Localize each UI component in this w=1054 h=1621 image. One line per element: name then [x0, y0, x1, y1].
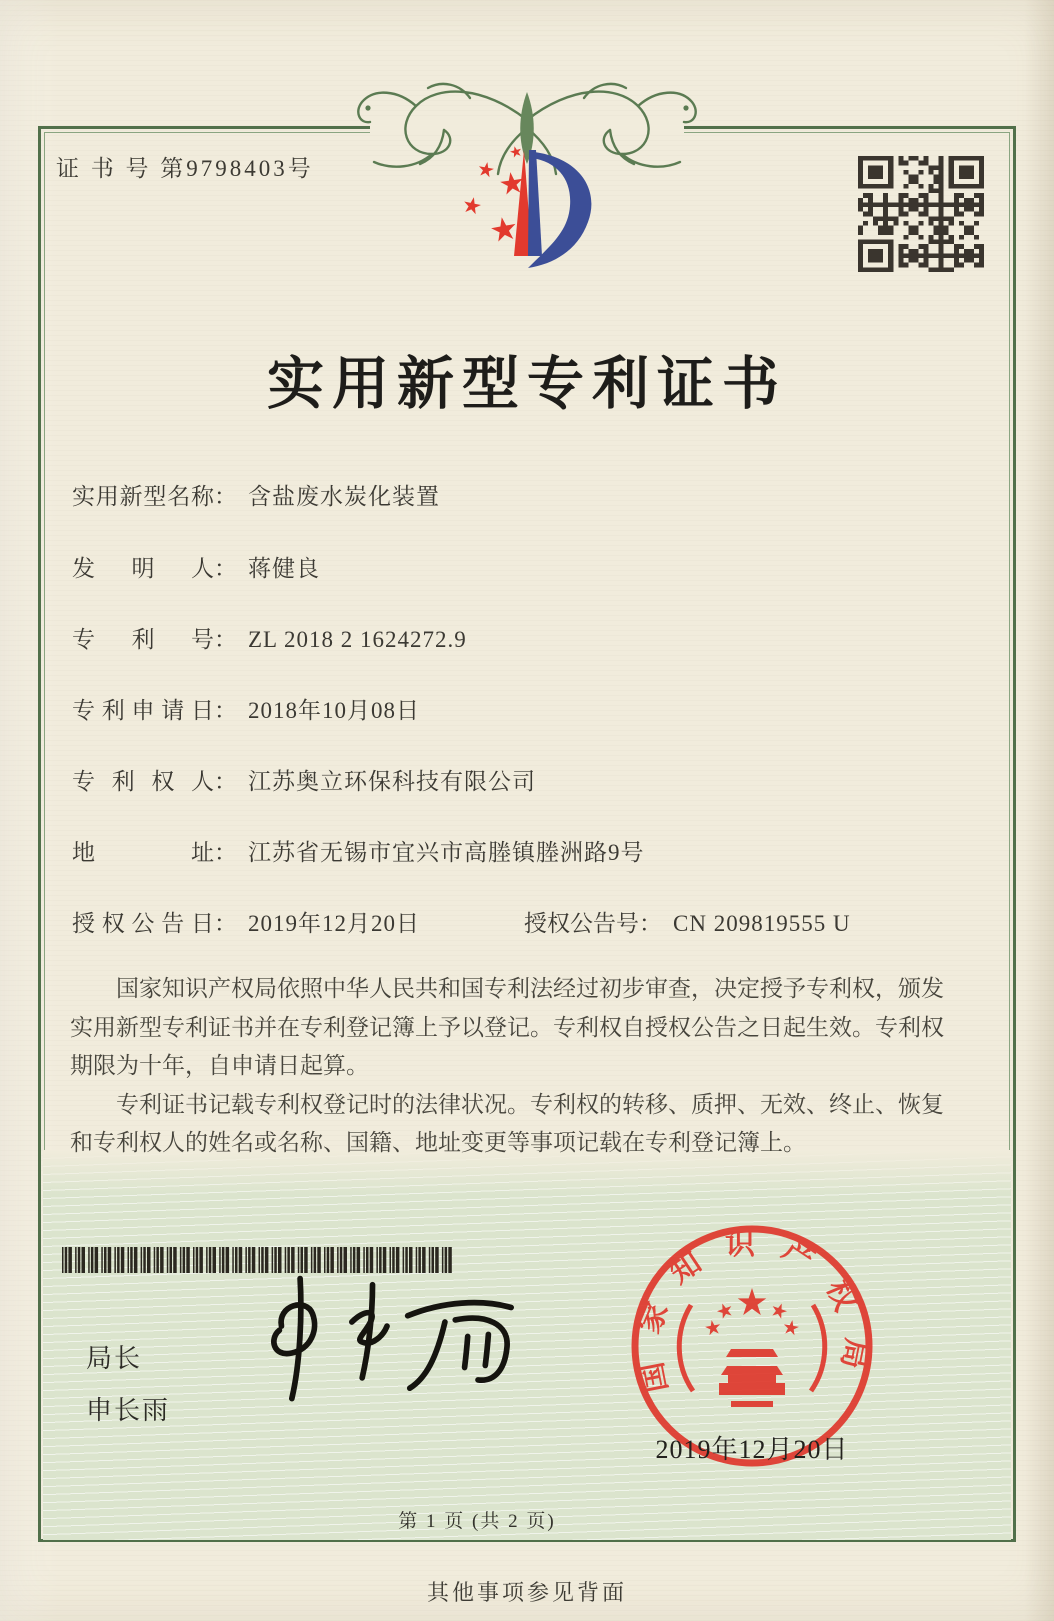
field-row-patent-number	[72, 621, 982, 654]
seal-date: 2019年12月20日	[655, 1435, 849, 1464]
legal-paragraph-1: 国家知识产权局依照中华人民共和国专利法经过初步审查，决定授予专利权，颁发实用新型专利证书并在专利登记簿上予以登记。专利权自授权公告之日起生效。专利权期限为十年，自申请日起算。	[70, 976, 944, 1078]
field-colon: ：	[214, 484, 237, 509]
field-colon: ：	[214, 698, 237, 723]
field-colon: ：	[214, 627, 237, 652]
legal-text-block	[70, 970, 944, 1163]
field-label: 授权公告日	[72, 911, 214, 936]
field-value: 江苏省无锡市宜兴市高塍镇塍洲路9号	[248, 840, 645, 865]
field-label: 地址	[72, 840, 214, 865]
certificate-number: 证 书 号 第9798403号	[56, 156, 314, 181]
page-number: 第 1 页 (共 2 页)	[398, 1511, 556, 1532]
field-row-patentee	[72, 763, 982, 796]
field-value: ZL 2018 2 1624272.9	[248, 627, 467, 652]
field-value: 江苏奥立环保科技有限公司	[248, 769, 536, 794]
director-signature	[252, 1262, 522, 1412]
field-colon: ：	[639, 911, 662, 936]
back-side-note: 其他事项参见背面	[426, 1580, 627, 1605]
field-row-utility-model-name	[72, 478, 982, 511]
field-label: 授权公告号	[524, 911, 639, 936]
field-row-filing-date	[72, 692, 982, 725]
legal-paragraph-2: 专利证书记载专利权登记时的法律状况。专利权的转移、质押、无效、终止、恢复和专利权人的姓名或名称、国籍、地址变更等事项记载在专利登记簿上。	[70, 1091, 944, 1155]
field-label: 专利权人	[72, 769, 214, 794]
field-label: 发明人	[72, 556, 214, 581]
field-row-grant-date	[72, 905, 982, 938]
field-label: 实用新型名称	[72, 484, 214, 509]
field-colon: ：	[214, 556, 237, 581]
seal-text: 国家知识产权局	[631, 1227, 873, 1396]
cnipa-logo-icon	[428, 138, 614, 288]
field-label: 专利申请日	[72, 698, 214, 723]
qr-code-icon	[858, 156, 984, 272]
field-value: 2018年10月08日	[248, 698, 420, 723]
field-colon: ：	[214, 769, 237, 794]
certificate-title: 实用新型专利证书	[267, 353, 787, 416]
officer-name: 申长雨	[86, 1396, 171, 1425]
field-colon: ：	[214, 840, 237, 865]
field-row-address	[72, 834, 982, 867]
field-row-inventor	[72, 550, 982, 583]
national-emblem-icon	[679, 1288, 825, 1407]
field-value: 2019年12月20日	[248, 911, 420, 936]
field-value: CN 209819555 U	[673, 911, 851, 936]
field-label: 专利号	[72, 627, 214, 652]
field-pair-grant-number	[524, 905, 851, 938]
officer-title: 局长	[86, 1344, 143, 1373]
field-value: 含盐废水炭化装置	[248, 484, 440, 509]
field-value: 蒋健良	[248, 556, 320, 581]
field-colon: ：	[214, 911, 237, 936]
